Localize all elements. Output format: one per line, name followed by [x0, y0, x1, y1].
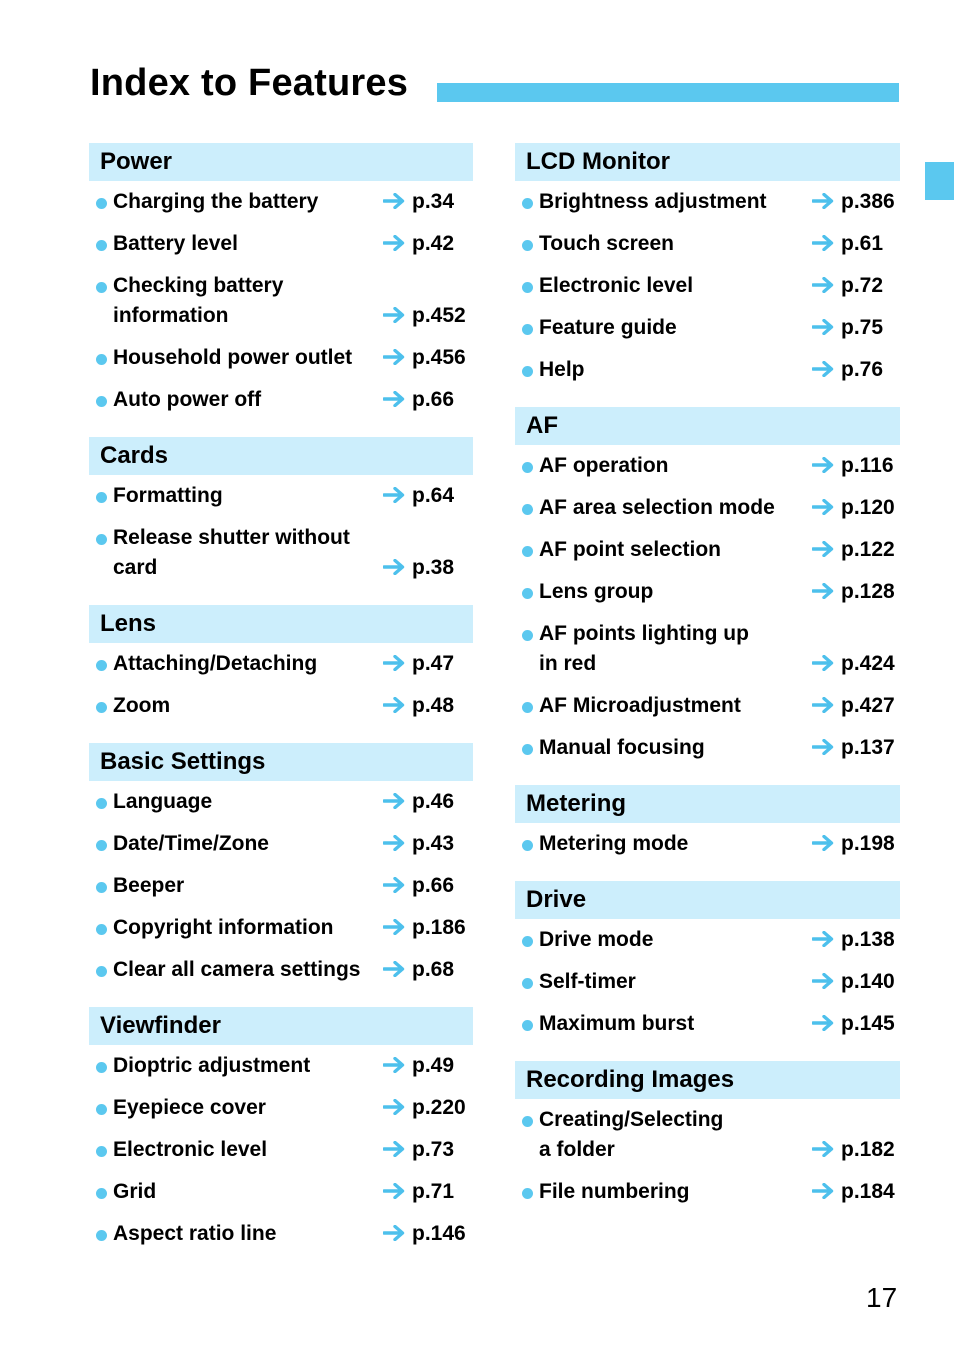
page-reference[interactable]: [812, 187, 895, 217]
page-reference-text: p.182: [841, 1138, 895, 1161]
entry-label-line: Language: [113, 790, 213, 813]
page-reference[interactable]: [812, 829, 895, 859]
page-reference[interactable]: [812, 733, 895, 763]
bullet-icon: [522, 1116, 533, 1127]
page-reference[interactable]: [383, 691, 454, 721]
index-entry[interactable]: [89, 1171, 473, 1213]
arrow-right-icon: [383, 1099, 405, 1115]
index-entry[interactable]: [89, 379, 473, 421]
page-reference-text: p.66: [412, 874, 455, 897]
index-entry[interactable]: [515, 307, 900, 349]
entry-label-line: AF Microadjustment: [539, 694, 741, 717]
entry-label: [113, 1093, 381, 1123]
page-reference-text: p.47: [412, 652, 455, 675]
index-entry[interactable]: [89, 685, 473, 727]
page-reference-text: p.73: [412, 1138, 455, 1161]
bullet-icon: [522, 744, 533, 755]
index-entry[interactable]: [515, 487, 900, 529]
arrow-right-icon: [812, 973, 834, 989]
entry-label-line: Feature guide: [539, 316, 677, 339]
section-af: [515, 407, 900, 769]
page-reference-text: p.128: [841, 580, 895, 603]
entry-label-line: Aspect ratio line: [113, 1222, 277, 1245]
page-reference-text: p.427: [841, 694, 895, 717]
entry-label: [113, 1219, 381, 1249]
arrow-right-icon: [812, 1015, 834, 1031]
page-reference[interactable]: [383, 481, 454, 511]
entry-label: [113, 691, 381, 721]
page-reference-text: p.66: [412, 388, 455, 411]
entry-label-line: Touch screen: [539, 232, 674, 255]
arrow-right-icon: [383, 919, 405, 935]
arrow-right-icon: [383, 307, 405, 323]
bullet-icon: [96, 1062, 107, 1073]
section-heading: Cards: [89, 437, 473, 475]
arrow-right-icon: [812, 361, 834, 377]
entry-label: [113, 385, 381, 415]
section-basic-settings: [89, 743, 473, 991]
entry-label-line: Electronic level: [539, 274, 694, 297]
entry-label-line: Lens group: [539, 580, 654, 603]
index-entry[interactable]: [515, 529, 900, 571]
page-reference[interactable]: [383, 871, 454, 901]
index-entry[interactable]: [515, 919, 900, 961]
bullet-icon: [522, 240, 533, 251]
section-heading: Viewfinder: [89, 1007, 473, 1045]
section-recording-images: [515, 1061, 900, 1213]
section-lcd-monitor: [515, 143, 900, 391]
index-entry[interactable]: [89, 475, 473, 517]
index-entry[interactable]: [89, 949, 473, 991]
entry-label-line: Charging the battery: [113, 190, 319, 213]
bullet-icon: [522, 366, 533, 377]
bullet-icon: [96, 534, 107, 545]
page-reference-text: p.145: [841, 1012, 895, 1035]
bullet-icon: [96, 282, 107, 293]
entry-label-line: Date/Time/Zone: [113, 832, 269, 855]
bullet-icon: [96, 660, 107, 671]
page-reference-text: p.75: [841, 316, 884, 339]
entry-label-line: Auto power off: [113, 388, 262, 411]
bullet-icon: [96, 396, 107, 407]
entry-label-line: information: [113, 304, 229, 327]
index-entry[interactable]: [515, 1003, 900, 1045]
entry-label-line: Help: [539, 358, 585, 381]
page-reference[interactable]: [812, 1135, 895, 1165]
bullet-icon: [522, 1020, 533, 1031]
page-reference[interactable]: [383, 1135, 454, 1165]
arrow-right-icon: [383, 835, 405, 851]
page-reference[interactable]: [812, 577, 895, 607]
arrow-right-icon: [383, 559, 405, 575]
entry-label-line: Drive mode: [539, 928, 654, 951]
page-reference-text: p.456: [412, 346, 466, 369]
entry-label: [539, 1105, 811, 1165]
arrow-right-icon: [812, 739, 834, 755]
index-entry[interactable]: [515, 961, 900, 1003]
page-reference-text: p.220: [412, 1096, 466, 1119]
page-reference[interactable]: [383, 649, 454, 679]
section-heading: AF: [515, 407, 900, 445]
arrow-right-icon: [383, 1225, 405, 1241]
page-reference[interactable]: [383, 829, 454, 859]
bullet-icon: [522, 462, 533, 473]
entry-label-line: Grid: [113, 1180, 157, 1203]
page-reference[interactable]: [812, 313, 883, 343]
arrow-right-icon: [383, 877, 405, 893]
entry-label-line: Zoom: [113, 694, 171, 717]
entry-label: [539, 229, 811, 259]
entry-label: [113, 787, 381, 817]
bullet-icon: [96, 1188, 107, 1199]
page-reference[interactable]: [812, 229, 883, 259]
index-entry[interactable]: [515, 1099, 900, 1171]
bullet-icon: [522, 198, 533, 209]
index-entry[interactable]: [89, 223, 473, 265]
chapter-tab-marker: [925, 162, 954, 200]
bullet-icon: [96, 354, 107, 365]
section-power: [89, 143, 473, 421]
index-entry[interactable]: [89, 517, 473, 589]
entry-label: [113, 523, 381, 583]
entry-label: [113, 229, 381, 259]
page-reference-text: p.68: [412, 958, 455, 981]
page-reference-text: p.116: [841, 454, 894, 477]
title-accent-bar: [437, 83, 899, 102]
entry-label: [113, 649, 381, 679]
bullet-icon: [522, 588, 533, 599]
page-reference[interactable]: [812, 691, 895, 721]
index-entry[interactable]: [89, 265, 473, 337]
entry-label: [539, 577, 811, 607]
index-entry[interactable]: [89, 1129, 473, 1171]
page-reference[interactable]: [383, 955, 454, 985]
entry-label-line: Copyright information: [113, 916, 334, 939]
arrow-right-icon: [383, 349, 405, 365]
page-reference-text: p.138: [841, 928, 895, 951]
page-reference-text: p.137: [841, 736, 895, 759]
page-reference-text: p.122: [841, 538, 895, 561]
page-reference[interactable]: [383, 1177, 454, 1207]
bullet-icon: [522, 702, 533, 713]
bullet-icon: [96, 702, 107, 713]
entry-label: [539, 967, 811, 997]
page-reference-text: p.120: [841, 496, 895, 519]
bullet-icon: [522, 504, 533, 515]
entry-label-line: Clear all camera settings: [113, 958, 361, 981]
arrow-right-icon: [812, 193, 834, 209]
bullet-icon: [522, 546, 533, 557]
entry-label-line: card: [113, 556, 158, 579]
bullet-icon: [96, 198, 107, 209]
entry-label-line: Checking battery: [113, 274, 284, 297]
page-reference[interactable]: [812, 535, 895, 565]
index-column-right: [515, 143, 900, 1229]
page-reference-text: p.71: [412, 1180, 455, 1203]
entry-label: [113, 343, 381, 373]
index-entry[interactable]: [515, 265, 900, 307]
entry-label-line: Household power outlet: [113, 346, 353, 369]
page-reference-text: p.386: [841, 190, 895, 213]
bullet-icon: [96, 924, 107, 935]
bullet-icon: [96, 798, 107, 809]
arrow-right-icon: [812, 655, 834, 671]
entry-label: [539, 451, 811, 481]
arrow-right-icon: [812, 931, 834, 947]
page-reference-text: p.38: [412, 556, 455, 579]
page-reference[interactable]: [383, 913, 466, 943]
page-reference-text: p.424: [841, 652, 895, 675]
bullet-icon: [522, 630, 533, 641]
entry-label-line: Electronic level: [113, 1138, 268, 1161]
index-entry[interactable]: [515, 181, 900, 223]
entry-label: [113, 829, 381, 859]
index-entry[interactable]: [89, 907, 473, 949]
page-reference[interactable]: [812, 451, 894, 481]
page-reference-text: p.76: [841, 358, 884, 381]
entry-label: [113, 871, 381, 901]
page-reference-text: p.140: [841, 970, 895, 993]
section-lens: [89, 605, 473, 727]
entry-label-line: Formatting: [113, 484, 223, 507]
index-entry[interactable]: [89, 865, 473, 907]
section-viewfinder: [89, 1007, 473, 1255]
page-number: 17: [866, 1282, 898, 1313]
page-reference-text: p.43: [412, 832, 455, 855]
arrow-right-icon: [812, 277, 834, 293]
section-heading: Lens: [89, 605, 473, 643]
bullet-icon: [522, 936, 533, 947]
section-drive: [515, 881, 900, 1045]
arrow-right-icon: [812, 541, 834, 557]
bullet-icon: [96, 492, 107, 503]
entry-label-line: AF operation: [539, 454, 669, 477]
entry-label: [113, 1051, 381, 1081]
page-reference[interactable]: [812, 1177, 895, 1207]
index-entry[interactable]: [89, 337, 473, 379]
entry-label-line: Brightness adjustment: [539, 190, 767, 213]
entry-label: [113, 913, 381, 943]
page-reference-text: p.48: [412, 694, 455, 717]
page-reference[interactable]: [812, 271, 883, 301]
page-reference[interactable]: [812, 355, 883, 385]
entry-label-line: a folder: [539, 1138, 615, 1161]
page-reference[interactable]: [812, 1009, 895, 1039]
page-reference-text: p.186: [412, 916, 466, 939]
index-entry[interactable]: [515, 1171, 900, 1213]
arrow-right-icon: [812, 697, 834, 713]
index-entry[interactable]: [89, 1213, 473, 1255]
entry-label: [539, 1009, 811, 1039]
arrow-right-icon: [383, 697, 405, 713]
page-reference[interactable]: [383, 1051, 454, 1081]
arrow-right-icon: [383, 1057, 405, 1073]
page-reference-text: p.34: [412, 190, 455, 213]
entry-label-line: Creating/Selecting: [539, 1108, 724, 1131]
arrow-right-icon: [383, 1141, 405, 1157]
section-heading: Basic Settings: [89, 743, 473, 781]
bullet-icon: [522, 1188, 533, 1199]
index-entry[interactable]: [515, 445, 900, 487]
section-heading: Recording Images: [515, 1061, 900, 1099]
index-entry[interactable]: [89, 643, 473, 685]
arrow-right-icon: [383, 793, 405, 809]
page-reference[interactable]: [383, 187, 454, 217]
entry-label-line: AF point selection: [539, 538, 722, 561]
index-entry[interactable]: [89, 781, 473, 823]
entry-label: [539, 355, 811, 385]
page-reference[interactable]: [383, 385, 454, 415]
entry-label: [113, 1177, 381, 1207]
bullet-icon: [96, 882, 107, 893]
index-entry[interactable]: [515, 685, 900, 727]
page-reference-text: p.146: [412, 1222, 466, 1245]
bullet-icon: [96, 240, 107, 251]
index-entry[interactable]: [515, 571, 900, 613]
page-reference[interactable]: [812, 649, 895, 679]
page-reference-text: p.46: [412, 790, 455, 813]
entry-label-line: Beeper: [113, 874, 185, 897]
index-entry[interactable]: [89, 1087, 473, 1129]
page-reference-text: p.61: [841, 232, 884, 255]
index-column-left: [89, 143, 473, 1271]
entry-label-line: Battery level: [113, 232, 238, 255]
index-entry[interactable]: [89, 181, 473, 223]
entry-label: [113, 187, 381, 217]
bullet-icon: [522, 324, 533, 335]
section-heading: LCD Monitor: [515, 143, 900, 181]
index-entry[interactable]: [515, 223, 900, 265]
arrow-right-icon: [383, 193, 405, 209]
page-reference-text: p.184: [841, 1180, 895, 1203]
entry-label: [539, 187, 811, 217]
entry-label-line: Self-timer: [539, 970, 636, 993]
entry-label-line: File numbering: [539, 1180, 690, 1203]
page-reference[interactable]: [812, 967, 895, 997]
arrow-right-icon: [812, 499, 834, 515]
page-reference[interactable]: [383, 1219, 466, 1249]
section-cards: [89, 437, 473, 589]
page-reference[interactable]: [383, 1093, 466, 1123]
entry-label: [539, 691, 811, 721]
entry-label: [113, 481, 381, 511]
entry-label-line: in red: [539, 652, 597, 675]
page-reference[interactable]: [383, 553, 454, 583]
bullet-icon: [96, 1104, 107, 1115]
section-metering: [515, 785, 900, 865]
arrow-right-icon: [383, 487, 405, 503]
page-reference[interactable]: [383, 787, 454, 817]
entry-label: [113, 271, 381, 331]
bullet-icon: [96, 966, 107, 977]
arrow-right-icon: [383, 961, 405, 977]
arrow-right-icon: [812, 1141, 834, 1157]
index-entry[interactable]: [515, 727, 900, 769]
entry-label: [539, 619, 811, 679]
entry-label-line: Release shutter without: [113, 526, 350, 549]
entry-label-line: Maximum burst: [539, 1012, 695, 1035]
page-reference-text: p.64: [412, 484, 455, 507]
page-title: Index to Features: [90, 62, 409, 104]
page-reference-text: p.198: [841, 832, 895, 855]
arrow-right-icon: [383, 235, 405, 251]
page-reference-text: p.452: [412, 304, 466, 327]
index-entry[interactable]: [515, 823, 900, 865]
entry-label-line: Metering mode: [539, 832, 689, 855]
entry-label: [539, 535, 811, 565]
bullet-icon: [96, 1230, 107, 1241]
arrow-right-icon: [812, 1183, 834, 1199]
arrow-right-icon: [812, 457, 834, 473]
arrow-right-icon: [383, 655, 405, 671]
page-reference[interactable]: [383, 301, 466, 331]
arrow-right-icon: [812, 319, 834, 335]
entry-label-line: Dioptric adjustment: [113, 1054, 311, 1077]
entry-label-line: Attaching/Detaching: [113, 652, 318, 675]
page-reference-text: p.49: [412, 1054, 455, 1077]
entry-label: [113, 1135, 381, 1165]
bullet-icon: [522, 978, 533, 989]
entry-label: [539, 493, 811, 523]
index-entry[interactable]: [515, 349, 900, 391]
section-heading: Power: [89, 143, 473, 181]
entry-label-line: Manual focusing: [539, 736, 705, 759]
entry-label: [539, 829, 811, 859]
entry-label-line: Eyepiece cover: [113, 1096, 266, 1119]
page-reference-text: p.72: [841, 274, 884, 297]
entry-label-line: AF points lighting up: [539, 622, 749, 645]
arrow-right-icon: [812, 583, 834, 599]
entry-label: [539, 313, 811, 343]
entry-label: [113, 955, 381, 985]
arrow-right-icon: [383, 1183, 405, 1199]
entry-label: [539, 1177, 811, 1207]
entry-label: [539, 733, 811, 763]
page-reference[interactable]: [812, 493, 895, 523]
entry-label: [539, 925, 811, 955]
index-entry[interactable]: [89, 823, 473, 865]
index-entry[interactable]: [89, 1045, 473, 1087]
index-entry[interactable]: [515, 613, 900, 685]
page-reference-text: p.42: [412, 232, 455, 255]
arrow-right-icon: [812, 835, 834, 851]
section-heading: Drive: [515, 881, 900, 919]
bullet-icon: [522, 840, 533, 851]
arrow-right-icon: [812, 235, 834, 251]
bullet-icon: [96, 1146, 107, 1157]
page-reference[interactable]: [383, 343, 466, 373]
entry-label-line: AF area selection mode: [539, 496, 775, 519]
page-reference[interactable]: [383, 229, 454, 259]
section-heading: Metering: [515, 785, 900, 823]
bullet-icon: [96, 840, 107, 851]
arrow-right-icon: [383, 391, 405, 407]
page-reference[interactable]: [812, 925, 895, 955]
entry-label: [539, 271, 811, 301]
bullet-icon: [522, 282, 533, 293]
